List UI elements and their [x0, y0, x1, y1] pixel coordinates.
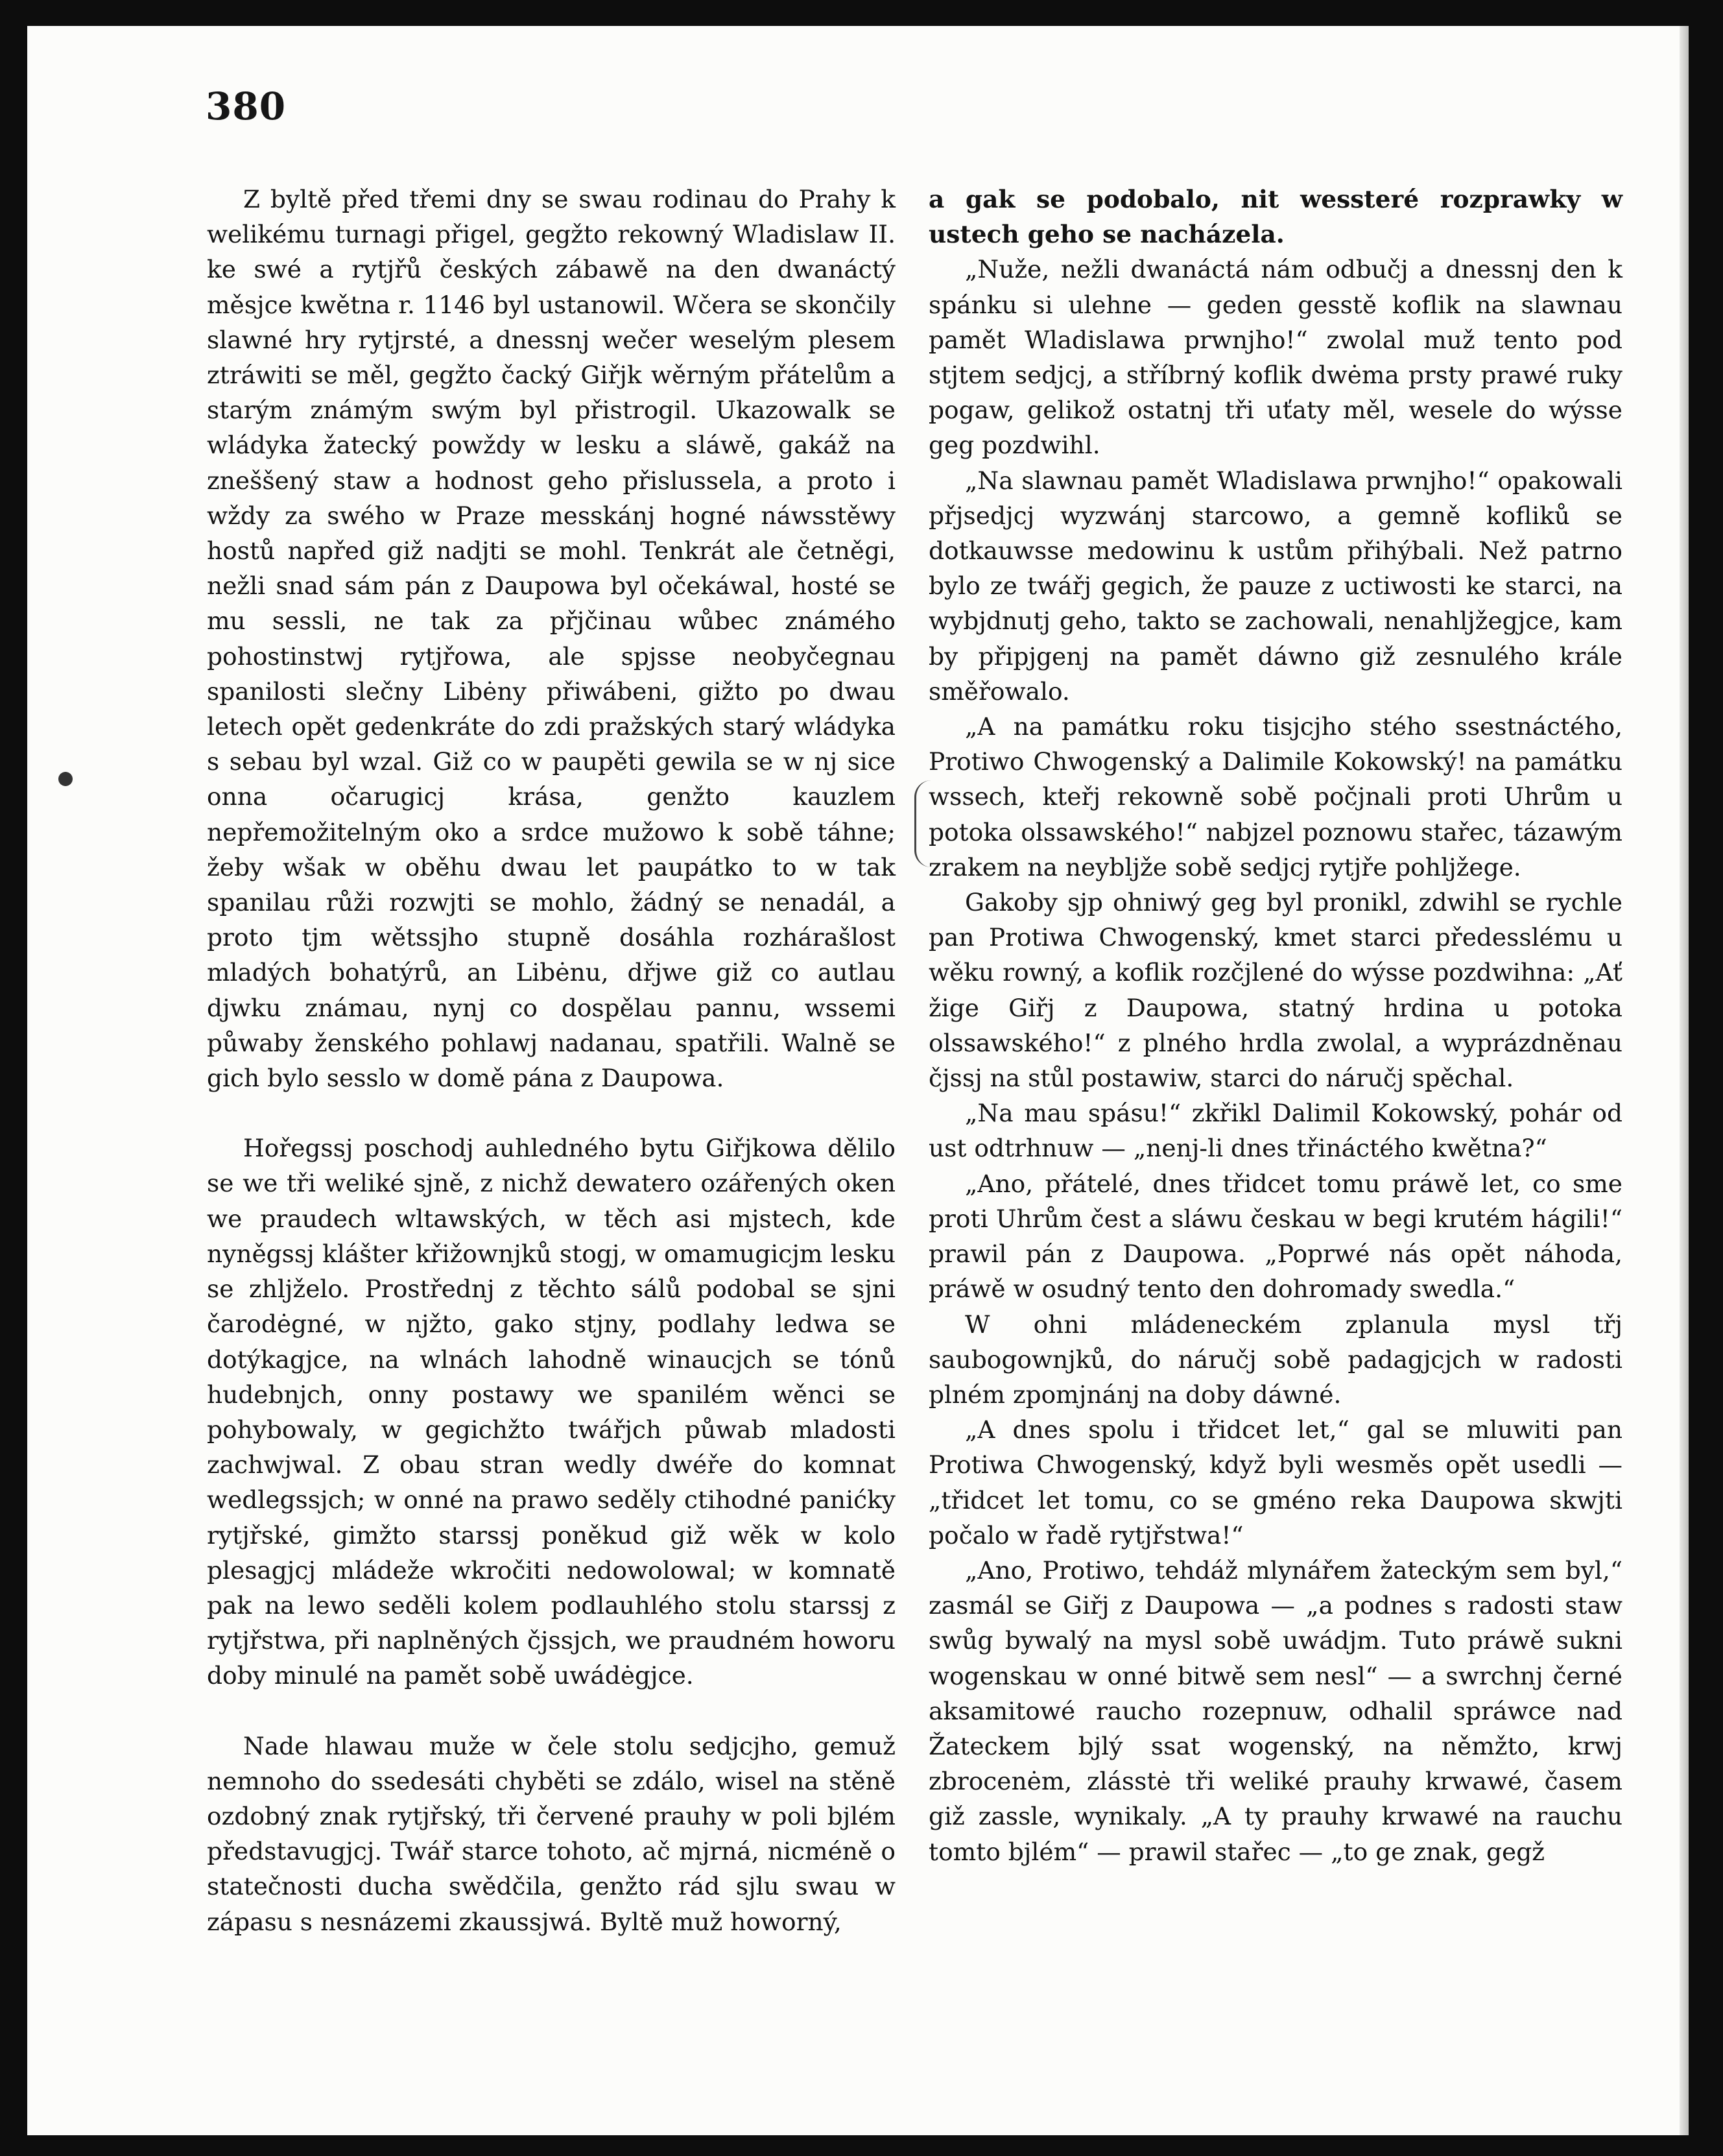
paragraph: „Nuže, nežli dwanáctá nám odbučj a dnessnj den k spánku si ulehne — geden gesstě koflik na slawnau pamět Wladislawa prwnjho!“ zwolal muž tento pod stjtem sedjcj, a stříbrný koflik dwėma prsty prawé ruky pogaw, gelikož ostatnj tři uťaty měl, wesele do wýsse geg pozdwihl. — [929, 255, 1622, 460]
left-text-column — [207, 182, 896, 1939]
right-text-column — [929, 182, 1622, 1869]
book-page — [27, 26, 1689, 2135]
paragraph: Hořegssj poschodj auhledného bytu Giřjkowa dělilo se we tři weliké sjně, z nichž dewatero ozářených oken we praudech wltawských, w těch asi mjstech, kde nyněgssj klášter křižownjků stogj, w omamugicjm lesku se zhljželo. Prostřednj z těchto sálů podobal se sjni čarodėgné, w njžto, gako stjny, podlahy ledwa se dotýkagjce, na wlnách lahodně winaucjch se tónů hudebnjch, onny postawy we spanilém wěnci se pohybowaly, w gegichžto twářjch půwab mladosti zachwjwal. Z obau stran wedly dwéře do komnat wedlegssjch; w onné na prawo seděly ctihodné panićky rytjřské, gimžto starssj poněkud giž wěk w kolo plesagjcj mládeže wkročiti nedowolowal; w komnatě pak na lewo seděli kolem podlauhlého stolu starssj z rytjřstwa, při naplněných čjssjch, we praudném howoru doby minulé na pamět sobě uwádėgjce. — [207, 1134, 896, 1690]
paragraph: a gak se podobalo, nit wessteré rozprawky w ustech geho se nacházela. — [929, 185, 1622, 249]
paragraph: „Ano, Protiwo, tehdáž mlynářem žateckým sem byl,“ zasmál se Giřj z Daupowa — „a podnes s radosti staw swůg bywalý na mysl sobě uwádjm. Tuto práwě sukni wogenskau w onné bitwě sem nesl“ — a swrchnj černé aksamitowé raucho rozepnuw, odhalil spráwce nad Žateckem bjlý ssat wogenský, na němžto, krwj zbrocenėm, zlásstė tři weliké prauhy krwawé, časem giž zassle, wynikaly. „A ty prauhy krwawé na rauchu tomto bjlém“ — prawil stařec — „to ge znak, gegž — [929, 1555, 1622, 1866]
paragraph: Gakoby sjp ohniwý geg byl pronikl, zdwihl se rychle pan Protiwa Chwogenský, kmet starci předesslému u wěku rowný, a koflik rozčjlené do wýsse pozdwihna: „Ať žige Giřj z Daupowa, statný hrdina u potoka olssawského!“ z plného hrdla zwolal, a wyprázdněnau čjssj na stůl postawiw, starci do náručj spěchal. — [929, 888, 1622, 1093]
page-number: 380 — [206, 84, 287, 128]
margin-dot-mark — [58, 772, 73, 786]
paragraph: „Ano, přátelé, dnes třidcet tomu práwě let, co sme proti Uhrům čest a sláwu českau w begi krutém hágili!“ prawil pán z Daupowa. „Poprwé nás opět náhoda, práwě w osudný tento den dohromady swedla.“ — [929, 1169, 1622, 1304]
paragraph: „Na slawnau pamět Wladislawa prwnjho!“ opakowali přjsedjcj wyzwánj starcowo, a gemně kofliků se dotkauwsse medowinu k ustům přihýbali. Než patrno bylo ze twářj gegich, že pauze z uctiwosti ke starci, na wybjdnutj geho, takto se zachowali, nenahljžegjce, kam by připjgenj na pamět dáwno giž zesnulého krále směřowalo. — [929, 466, 1622, 706]
paragraph: „A dnes spolu i třidcet let,“ gal se mluwiti pan Protiwa Chwogenský, když byli wesměs opět usedli — „třidcet let tomu, co se gméno reka Daupowa skwjti počalo w řadě rytjřstwa!“ — [929, 1415, 1622, 1550]
paragraph: „A na památku roku tisjcjho stého ssestnáctého, Protiwo Chwogenský a Dalimile Kokowský! na památku wssech, kteřj rekowně sobě počjnali proti Uhrům u potoka olssawského!“ nabjzel poznowu stařec, tázawým zrakem na neybljže sobě sedjcj rytjře pohljžege. — [929, 712, 1622, 881]
paragraph: „Na mau spásu!“ zkřikl Dalimil Kokowský, pohár od ust odtrhnuw — „nenj-li dnes třináctého kwětna?“ — [929, 1099, 1622, 1163]
page-edge-shadow — [1680, 26, 1689, 2135]
paragraph: W ohni mládeneckém zplanula mysl třj saubogownjků, do náručj sobě padagjcjch w radosti plném zpomjnánj na doby dáwné. — [929, 1310, 1622, 1409]
paragraph: Nade hlawau muže w čele stolu sedjcjho, gemuž nemnoho do ssedesáti chyběti se zdálo, wisel na stěně ozdobný znak rytjřský, tři červené prauhy w poli bjlém představugjcj. Twář starce tohoto, ač mjrná, nicméně o statečnosti ducha swědčila, genžto rád sjlu swau w zápasu s nesnázemi zkaussjwá. Byltě muž howorný, — [207, 1731, 896, 1936]
paragraph: Z byltě před třemi dny se swau rodinau do Prahy k welikému turnagi přigel, gegžto rekowný Wladislaw II. ke swé a rytjřů českých zábawě na den dwanáctý měsjce kwětna r. 1146 byl ustanowil. Wčera se skončily slawné hry rytjrsté, a dnessnj wečer weselým plesem ztráwiti se měl, gegžto čacký Giřjk wěrným přátelům a starým známým swým byl přistrogil. Ukazowalk se wládyka žatecký powždy w lesku a sláwě, gakáž na zneššený staw a hodnost geho přislussela, a proto i wždy za swého w Praze messkánj hogné náwsstěwy hostů napřed giž nadjti se mohl. Tenkrát ale četněgi, nežli snad sám pán z Daupowa byl očekáwal, hosté se mu sessli, ne tak za přjčinau wůbec známého pohostinstwj rytjřowa, ale spjsse neobyčegnau spanilosti slečny Libėny přiwábeni, gižto po dwau letech opět gedenkráte do zdi pražských starý wládyka s sebau byl wzal. Giž co w paupěti gewila se w nj sice onna očarugicj krása, genžto kauzlem nepřemožitelným oko a srdce mužowo k sobě táhne; žeby wšak w oběhu dwau let paupátko to w tak spanilau růži rozwjti se mohlo, žádný se nenadál, a proto tjm wětssjho stupně dosáhla rozhárašlost mladých bohatýrů, an Libėnu, dřjwe giž co autlau djwku známau, nynj co dospělau pannu, wssemi půwaby ženského pohlawj nadanau, spatřili. Walně se gich bylo sesslo w domě pána z Daupowa. — [207, 185, 896, 1093]
